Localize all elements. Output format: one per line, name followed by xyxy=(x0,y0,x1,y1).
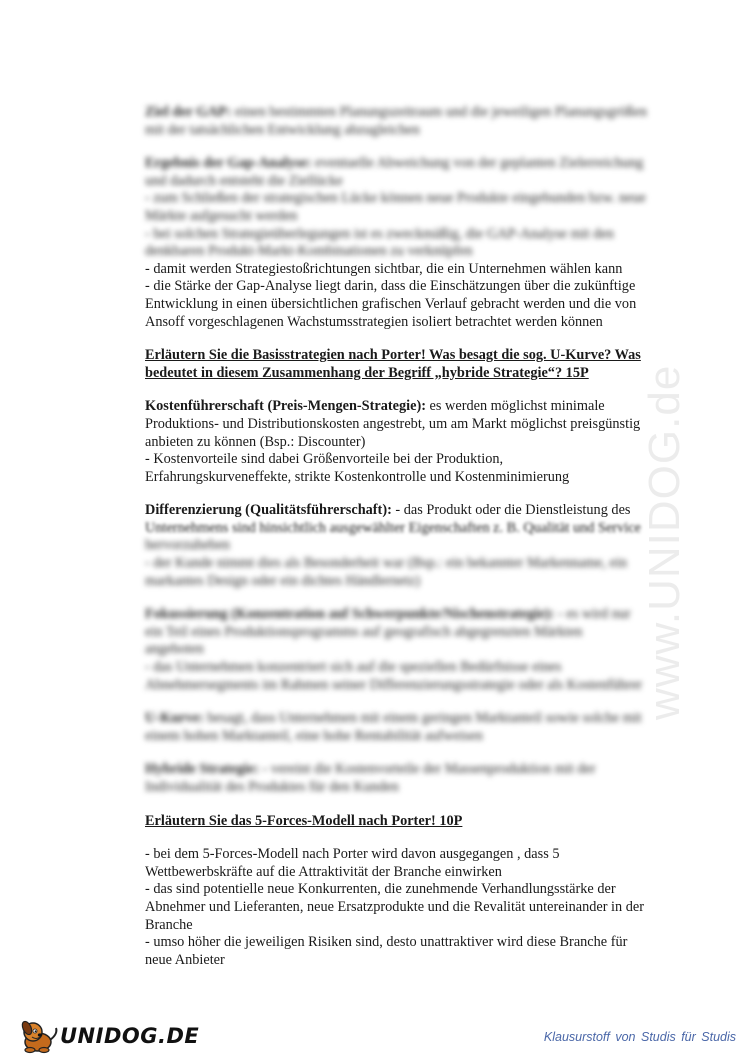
gap-result-line-6: denkbaren Produkt-Markt-Kombinationen zu verknüpfen xyxy=(145,243,473,260)
cost-leadership-line-2: Produktions- und Distributionskosten angestrebt, um am Markt möglichst preisgünstig xyxy=(145,415,641,432)
focus-line-5: Abnehmersegments im Rahmen seiner Differenzierungsstrategie oder als Kostenführer xyxy=(145,676,643,693)
gap-result-text: eventuelle Abweichung von der geplanten Zielerreichung xyxy=(311,155,644,172)
five-forces-line-2: Wettbewerbskräfte auf die Attraktivität der Branche einwirken xyxy=(145,863,502,880)
cost-leadership-line-3: anbieten zu können (Bsp.: Discounter) xyxy=(145,433,366,450)
five-forces-line-1: - bei dem 5-Forces-Modell nach Porter wird davon ausgegangen , dass 5 xyxy=(145,846,560,863)
gap-result-line-5: - bei solchen Strategieüberlegungen ist es zweckmäßig, die GAP-Analyse mit den xyxy=(145,225,614,242)
document-body xyxy=(145,104,675,985)
focus-label: Fokussierung (Konzentration auf Schwerpunkte/Nischenstrategie): xyxy=(145,606,555,623)
five-forces-heading-block xyxy=(145,813,675,831)
footer-tagline: Klausurstoff von Studis für Studis xyxy=(543,1030,736,1044)
differentiation-text: - das Produkt oder die Dienstleistung des xyxy=(391,502,631,519)
cost-leadership-text: es werden möglichst minimale xyxy=(425,398,605,415)
five-forces-line-7: neue Anbieter xyxy=(145,951,225,968)
porter-heading-line-2: bedeutet in diesem Zusammenhang der Begriff „hybride Strategie“? 15P xyxy=(145,364,589,381)
page-footer xyxy=(0,1012,750,1060)
five-forces-line-4: Abnehmer und Lieferanten, neue Ersatzprodukte und die Revalität untereinander in der xyxy=(145,898,645,915)
gap-goal-paragraph xyxy=(145,104,675,139)
five-forces-line-6: - umso höher die jeweiligen Risiken sind, desto unattraktiver wird diese Branche für xyxy=(145,934,628,951)
porter-question-heading xyxy=(145,347,675,382)
differentiation-label: Differenzierung (Qualitätsführerschaft): xyxy=(145,502,392,519)
differentiation-line-3: hervorzuheben xyxy=(145,537,230,554)
hybrid-strategy-line-2: Individualität des Produktes für den Kunden xyxy=(145,779,399,795)
five-forces-line-3: - das sind potentielle neue Konkurrenten, die zunehmende Verhandlungsstärke der xyxy=(145,881,616,898)
watermark-text: www.UNIDOG.de xyxy=(640,364,689,720)
gap-goal-label: Ziel der GAP: xyxy=(145,104,232,120)
hybrid-strategy-text: - vereint die Kostenvorteile der Massenproduktion mit der xyxy=(258,761,596,778)
gap-result-line-9: Entwicklung in einen übersichtlichen grafischen Verlauf gebracht werden und die von xyxy=(145,295,637,312)
focus-line-4: - das Unternehmen konzentriert sich auf die speziellen Bedürfnisse eines xyxy=(145,659,562,676)
five-forces-line-5: Branche xyxy=(145,916,193,933)
porter-heading-line-1: Erläutern Sie die Basisstrategien nach Porter! Was besagt die sog. U-Kurve? Was xyxy=(145,347,641,364)
cost-leadership-line-5: Erfahrungskurveneffekte, strikte Kostenkontrolle und Kostenminimierung xyxy=(145,468,570,485)
u-curve-label: U-Kurve: xyxy=(145,710,204,727)
cost-leadership-line-4: - Kostenvorteile sind dabei Größenvorteile bei der Produktion, xyxy=(145,451,504,468)
gap-goal-text-2: mit der tatsächlichen Entwicklung abzugleichen xyxy=(145,121,420,138)
gap-result-paragraph xyxy=(145,155,675,331)
hybrid-strategy-paragraph xyxy=(145,761,675,796)
hybrid-strategy-label: Hybride Strategie: xyxy=(145,761,259,778)
differentiation-paragraph xyxy=(145,502,675,590)
gap-result-line-7: - damit werden Strategiestoßrichtungen sichtbar, die ein Unternehmen wählen kann xyxy=(145,260,623,277)
focus-paragraph xyxy=(145,606,675,694)
u-curve-paragraph xyxy=(145,710,675,745)
differentiation-line-2: Unternehmens sind hinsichtlich ausgewählter Eigenschaften z. B. Qualität und Service xyxy=(145,519,641,536)
cost-leadership-paragraph xyxy=(145,398,675,486)
five-forces-heading: Erläutern Sie das 5-Forces-Modell nach Porter! 10P xyxy=(145,812,463,829)
unidog-logo[interactable] xyxy=(18,1018,199,1054)
gap-result-label: Ergebnis der Gap-Analyse: xyxy=(145,155,312,172)
differentiation-line-4: - der Kunde nimmt dies als Besonderheit war (Bsp.: ein bekannter Markenname, ein xyxy=(145,555,627,572)
cost-leadership-label: Kostenführerschaft (Preis-Mengen-Strategie): xyxy=(145,398,426,415)
five-forces-paragraph xyxy=(145,846,675,969)
gap-result-line-8: - die Stärke der Gap-Analyse liegt darin, dass die Einschätzungen über die zukünftige xyxy=(145,278,636,295)
differentiation-line-5: markantes Design oder ein dichtes Händlernetz) xyxy=(145,572,421,589)
gap-result-line-4: Märkte aufgesucht werden xyxy=(145,207,298,224)
u-curve-text: besagt, dass Unternehmen mit einem geringen Marktanteil sowie solche mit xyxy=(203,710,642,727)
dog-mascot-icon xyxy=(18,1018,62,1054)
focus-text: - es wird nur xyxy=(554,606,631,623)
logo-text: UNIDOG.DE xyxy=(60,1024,200,1048)
focus-line-3: angeboten xyxy=(145,641,204,658)
focus-line-2: ein Teil eines Produktionsprogramms auf geografisch abgegrenzten Märkten xyxy=(145,623,583,640)
gap-result-line-3: - zum Schließen der strategischen Lücke können neue Produkte eingebunden bzw. neue xyxy=(145,190,646,207)
gap-result-line-10: Ansoff vorgeschlagenen Wachstumsstrategien isoliert betrachtet werden können xyxy=(145,313,603,330)
gap-result-line-2: und dadurch entsteht die Ziellücke xyxy=(145,172,343,189)
gap-goal-text: einen bestimmten Planungszeitraum und die jeweiligen Planungsgrößen xyxy=(231,104,648,120)
u-curve-line-2: einem hohen Marktanteil, eine hohe Rentabilität aufweisen xyxy=(145,727,483,744)
